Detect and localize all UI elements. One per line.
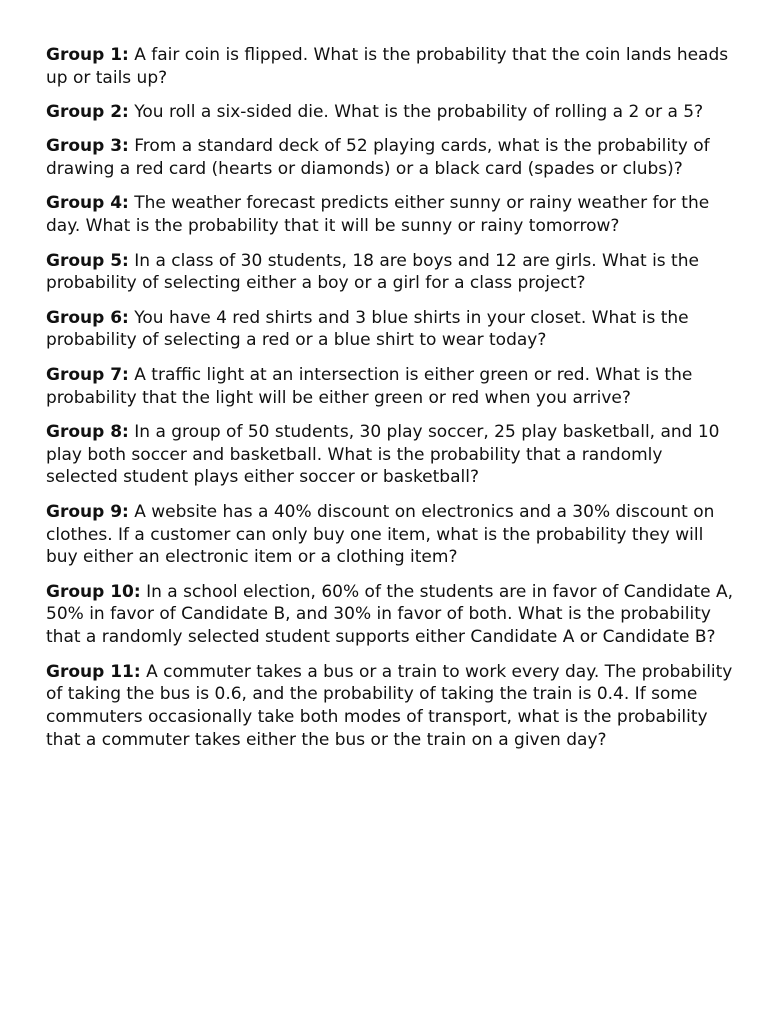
group-label: Group 4:	[46, 193, 129, 214]
question-text: You roll a six-sided die. What is the probability of rolling a 2 or a 5?	[134, 102, 704, 123]
group-label: Group 8:	[46, 421, 129, 442]
group-label: Group 11:	[46, 661, 141, 682]
question-group-7	[46, 364, 736, 410]
question-group-6	[46, 307, 736, 353]
group-label: Group 7:	[46, 364, 129, 385]
group-label: Group 1:	[46, 45, 129, 65]
group-label: Group 10:	[46, 581, 141, 602]
group-label: Group 3:	[46, 136, 129, 157]
question-group-10	[46, 581, 736, 649]
group-label: Group 2:	[46, 102, 129, 123]
question-text: The weather forecast predicts either sunny or rainy weather for the day. What is the probability that it will be sunny or rainy tomorrow?	[46, 193, 710, 237]
question-group-4	[46, 192, 736, 238]
question-text: A fair coin is flipped. What is the probability that the coin lands heads up or tails up?	[46, 45, 729, 88]
question-text: A commuter takes a bus or a train to work every day. The probability of taking the bus is 0.6, and the probability of taking the train is 0.4. If some commuters occasionally take both modes of transport, what is the probability that a commuter takes either the bus or the train on a given day?	[46, 661, 733, 750]
question-text: In a school election, 60% of the students are in favor of Candidate A, 50% in favor of Candidate B, and 30% in favor of both. What is the probability that a randomly selected student supports either Candidate A or Candidate B?	[46, 581, 734, 648]
question-group-2	[46, 101, 736, 124]
question-text: From a standard deck of 52 playing cards, what is the probability of drawing a red card (hearts or diamonds) or a black card (spades or clubs)?	[46, 136, 710, 180]
question-text: A website has a 40% discount on electronics and a 30% discount on clothes. If a customer can only buy one item, what is the probability they will buy either an electronic item or a clothing item?	[46, 501, 715, 568]
worksheet	[46, 44, 736, 763]
question-group-8	[46, 421, 736, 489]
question-text: In a group of 50 students, 30 play soccer, 25 play basketball, and 10 play both soccer and basketball. What is the probability that a randomly selected student plays either soccer or basketball?	[46, 421, 720, 488]
question-group-5	[46, 250, 736, 296]
group-label: Group 5:	[46, 250, 129, 271]
question-text: A traffic light at an intersection is either green or red. What is the probability that the light will be either green or red when you arrive?	[46, 364, 693, 408]
question-group-11	[46, 661, 736, 752]
question-group-9	[46, 501, 736, 569]
group-label: Group 9:	[46, 501, 129, 522]
question-group-3	[46, 135, 736, 181]
question-text: In a class of 30 students, 18 are boys and 12 are girls. What is the probability of selecting either a boy or a girl for a class project?	[46, 250, 699, 294]
question-group-1	[46, 44, 736, 90]
question-text: You have 4 red shirts and 3 blue shirts in your closet. What is the probability of selecting a red or a blue shirt to wear today?	[46, 307, 689, 351]
group-label: Group 6:	[46, 307, 129, 328]
